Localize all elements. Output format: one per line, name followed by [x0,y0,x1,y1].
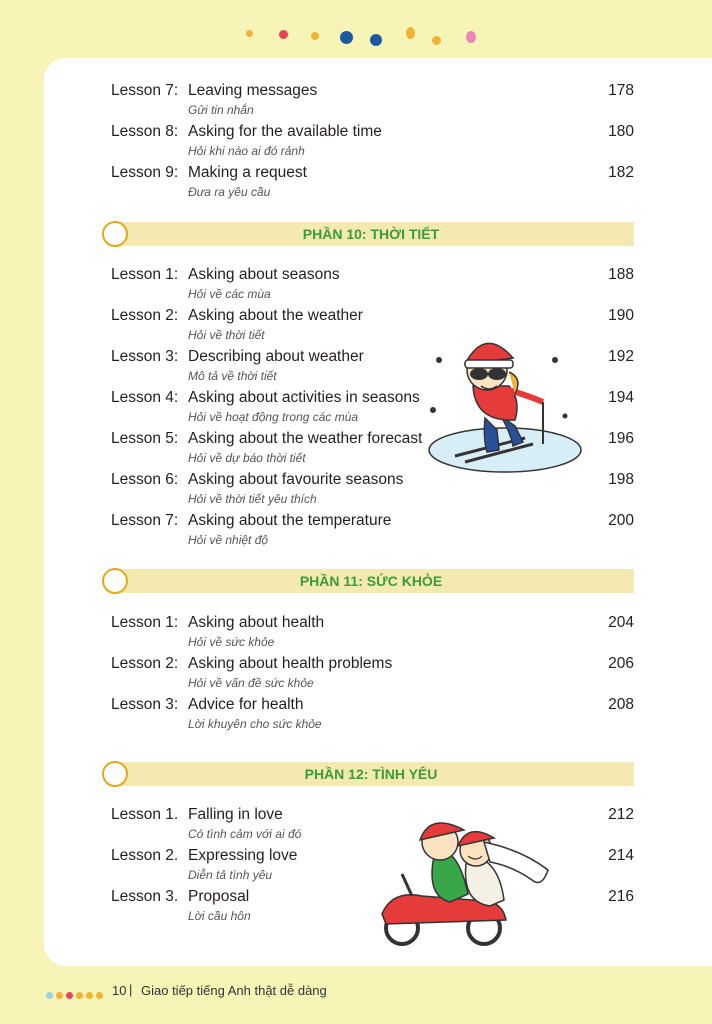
toc-entry[interactable] [0,82,712,122]
footer-dot [66,992,73,999]
page-number: 188 [608,266,634,283]
lesson-subtitle: Gửi tin nhắn [188,103,254,117]
lesson-subtitle: Lời khuyên cho sức khỏe [188,717,322,731]
page-number: 180 [608,123,634,140]
lesson-title: Advice for health [188,696,304,713]
lesson-number: Lesson 7: [111,82,179,99]
lesson-title: Asking about activities in seasons [188,389,420,406]
footer-dot [96,992,103,999]
lesson-number: Lesson 3. [111,888,179,905]
section-header [108,762,634,786]
page-number: 212 [608,806,634,823]
lesson-subtitle: Lời cầu hôn [188,909,251,923]
footer-book-title: Giao tiếp tiếng Anh thật dễ dàng [141,983,327,998]
page-number: 200 [608,512,634,529]
page-number: 204 [608,614,634,631]
footer-dot [56,992,63,999]
lesson-subtitle: Hỏi về vấn đề sức khỏe [188,676,314,690]
page-number: 216 [608,888,634,905]
couple-scooter-illustration [372,810,562,950]
page-number: 192 [608,348,634,365]
toc-entry[interactable] [0,389,712,429]
lesson-subtitle: Hỏi về các mùa [188,287,271,301]
page-number: 208 [608,696,634,713]
lesson-number: Lesson 1: [111,266,179,283]
lesson-title: Proposal [188,888,250,905]
toc-entry[interactable] [0,847,712,887]
toc-entry[interactable] [0,123,712,163]
page-number: 206 [608,655,634,672]
skier-illustration [425,330,585,490]
lesson-title: Leaving messages [188,82,318,99]
lesson-number: Lesson 7: [111,512,179,529]
toc-entry[interactable] [0,430,712,470]
lesson-subtitle: Diễn tả tình yêu [188,868,273,882]
lesson-number: Lesson 1. [111,806,179,823]
lesson-number: Lesson 2. [111,847,179,864]
page-number: 190 [608,307,634,324]
footer-dot [76,992,83,999]
lesson-number: Lesson 2: [111,655,179,672]
footer-dot [86,992,93,999]
lesson-number: Lesson 2: [111,307,179,324]
page-number: 196 [608,430,634,447]
toc-entry[interactable] [0,806,712,846]
lesson-title: Making a request [188,164,307,181]
lesson-subtitle: Hỏi về dự báo thời tiết [188,451,306,465]
lesson-subtitle: Hỏi về nhiệt độ [188,533,269,547]
page-number: 214 [608,847,634,864]
lesson-number: Lesson 3: [111,696,179,713]
lesson-subtitle: Hỏi về hoạt động trong các mùa [188,410,359,424]
toc-entry[interactable] [0,471,712,511]
page-footer [0,980,712,1004]
footer-dots-decoration [46,986,106,1004]
toc-entry[interactable] [0,696,712,736]
lesson-subtitle: Đưa ra yêu cầu [188,185,271,199]
lesson-title: Asking about the weather forecast [188,430,423,447]
section-title: PHẦN 12: TÌNH YÊU [304,766,438,782]
lesson-title: Asking about seasons [188,266,340,283]
section-title: PHẦN 11: SỨC KHỎE [299,573,443,589]
page-number: 178 [608,82,634,99]
footer-dot [46,992,53,999]
lesson-subtitle: Hỏi khi nào ai đó rảnh [188,144,305,158]
page-number: 182 [608,164,634,181]
lesson-title: Falling in love [188,806,283,823]
page-number: 194 [608,389,634,406]
lesson-subtitle: Mô tả về thời tiết [188,369,277,383]
lesson-number: Lesson 8: [111,123,179,140]
lesson-title: Asking about health problems [188,655,393,672]
lesson-subtitle: Hỏi về thời tiết [188,328,265,342]
lesson-title: Asking about the temperature [188,512,392,529]
lesson-number: Lesson 6: [111,471,179,488]
lesson-title: Describing about weather [188,348,364,365]
section-header [108,569,634,593]
lesson-number: Lesson 5: [111,430,179,447]
footer-page-number: 10 [112,983,127,998]
lesson-number: Lesson 3: [111,348,179,365]
section-title: PHẦN 10: THỜI TIẾT [302,226,440,242]
toc-entry[interactable] [0,164,712,204]
lesson-title: Asking about favourite seasons [188,471,404,488]
lesson-title: Asking about the weather [188,307,363,324]
lesson-subtitle: Có tình cảm với ai đó [188,827,302,841]
toc-entry[interactable] [0,348,712,388]
lesson-title: Asking for the available time [188,123,382,140]
toc-entry[interactable] [0,307,712,347]
footer-separator: | [129,982,133,997]
toc-entry[interactable] [0,512,712,552]
toc-entry[interactable] [0,888,712,928]
toc-entry[interactable] [0,655,712,695]
lesson-number: Lesson 9: [111,164,179,181]
lesson-number: Lesson 4: [111,389,179,406]
toc-entry[interactable] [0,614,712,654]
lesson-number: Lesson 1: [111,614,179,631]
toc-entry[interactable] [0,266,712,306]
lesson-subtitle: Hỏi về sức khỏe [188,635,275,649]
lesson-title: Asking about health [188,614,325,631]
lesson-title: Expressing love [188,847,298,864]
section-header [108,222,634,246]
lesson-subtitle: Hỏi về thời tiết yêu thích [188,492,317,506]
page-number: 198 [608,471,634,488]
